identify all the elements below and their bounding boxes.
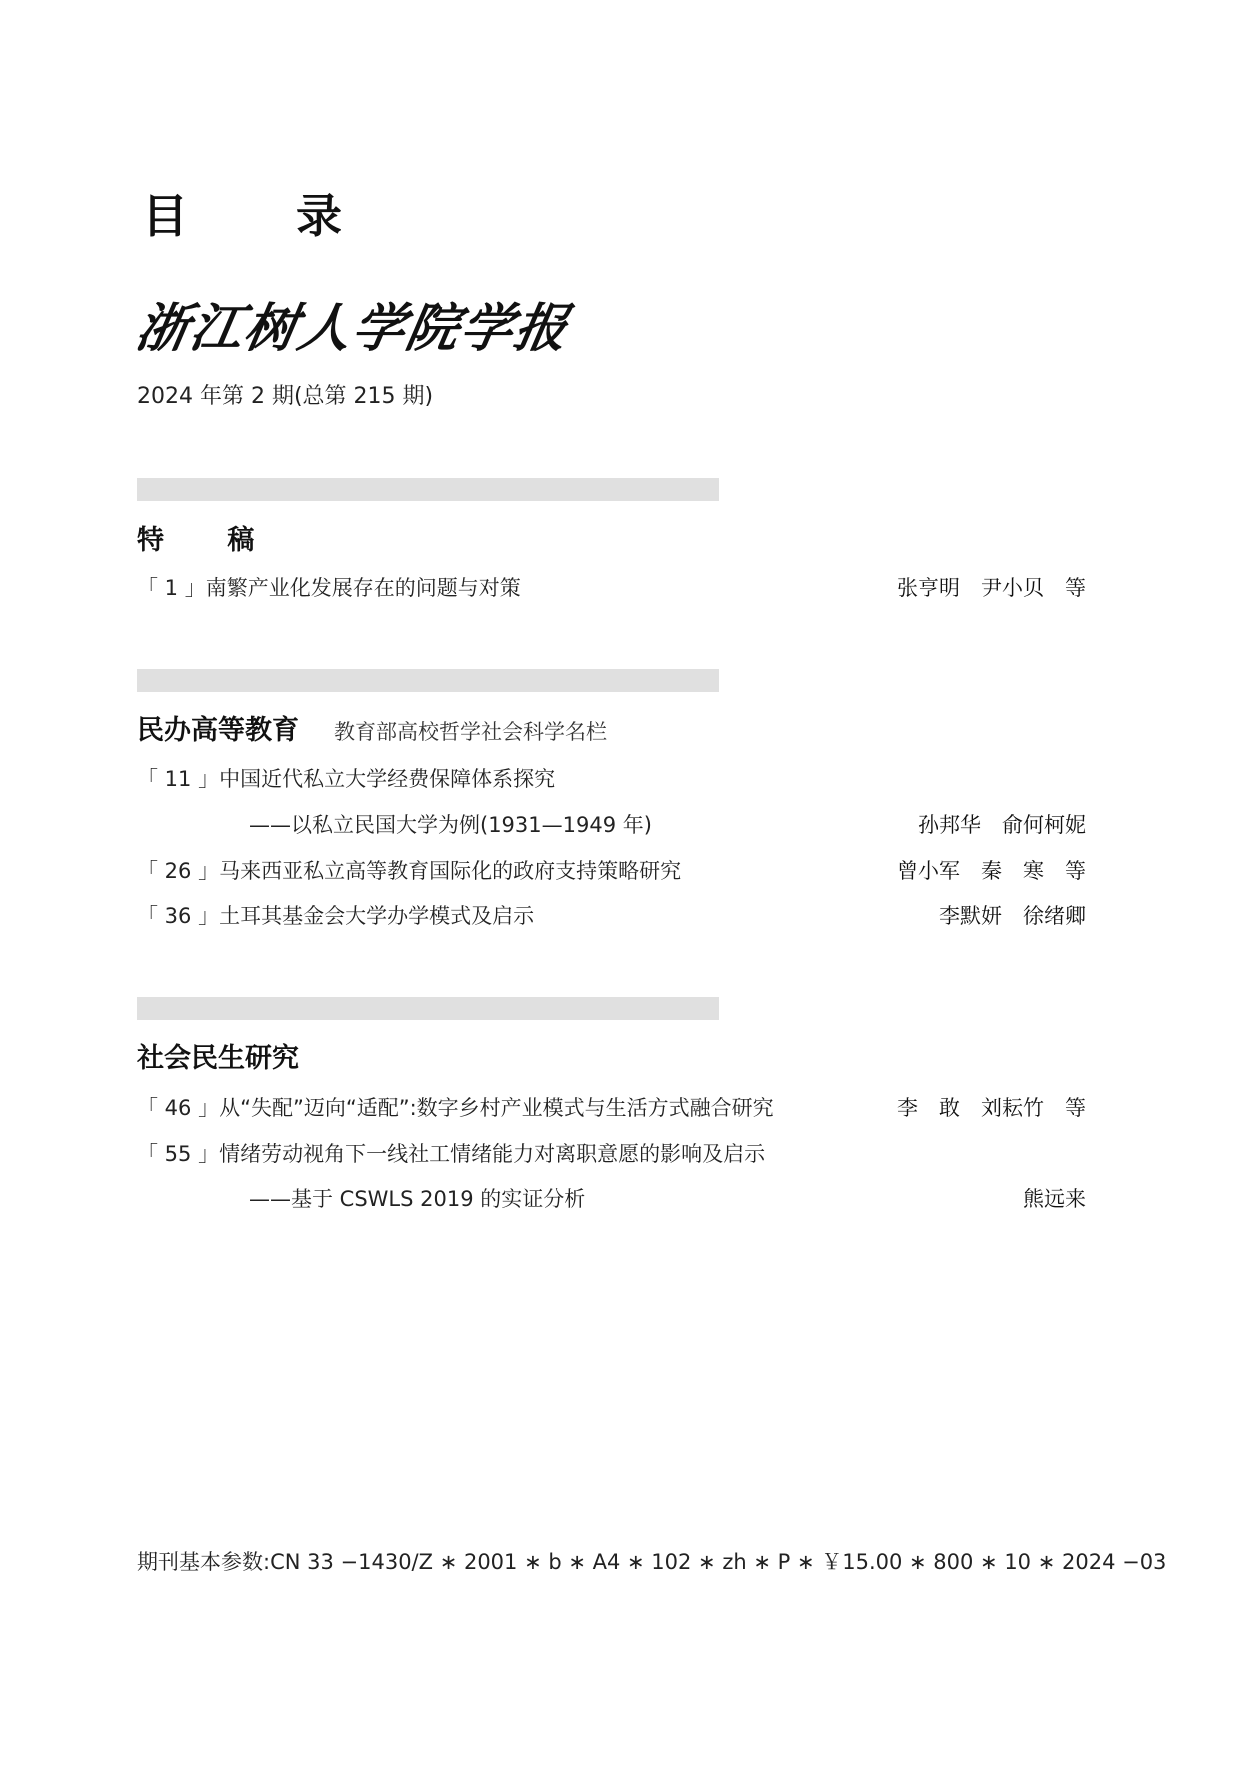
section-title: 社会民生研究 [137,1043,299,1074]
toc-entry-authors: 孙邦华 俞何柯妮 [918,813,1086,837]
toc-entry-title[interactable] [137,578,521,599]
toc-entry-authors: 李 敢 刘耘竹 等 [897,1096,1086,1120]
toc-entry-title-text: 从“失配”迈向“适配”:数字乡村产业模式与生活方式融合研究 [219,1096,774,1120]
toc-entry-page: 「 46 」 [137,1096,220,1120]
toc-entry-title[interactable] [137,861,681,882]
toc-entry-title[interactable] [137,1144,765,1165]
toc-entry-title[interactable] [137,1098,774,1119]
section-divider-bar [137,478,719,501]
section-title: 特 稿 [137,525,282,556]
journal-logo: 浙江树人学院学报 [131,298,575,359]
toc-entry-page: 「 26 」 [137,859,220,883]
toc-entry-authors: 张亨明 尹小贝 等 [897,576,1086,600]
toc-entry-title-text: 情绪劳动视角下一线社工情绪能力对离职意愿的影响及启示 [219,1142,766,1166]
toc-entry-page: 「 55 」 [137,1142,220,1166]
toc-entry-authors: 曾小军 秦 寒 等 [897,859,1086,883]
toc-entry-title-text: 土耳其基金会大学办学模式及启示 [219,904,535,928]
journal-parameters: 期刊基本参数:CN 33 −1430/Z ∗ 2001 ∗ b ∗ A4 ∗ 102 ∗ zh ∗ P ∗ ￥15.00 ∗ 800 ∗ 10 ∗ 2024 −03 [137,1550,1167,1574]
section-title: 民办高等教育 [137,715,299,746]
toc-entry-title[interactable] [137,769,555,790]
section-subtitle: 教育部高校哲学社会科学名栏 [334,720,607,744]
toc-entry-page: 「 1 」 [137,576,206,600]
section-divider-bar [137,997,719,1020]
section-divider-bar [137,669,719,692]
toc-entry-authors: 熊远来 [1023,1187,1086,1211]
toc-entry-subtitle: ——以私立民国大学为例(1931—1949 年) [249,813,652,837]
toc-entry-title-text: 南繁产业化发展存在的问题与对策 [205,576,521,600]
page-title: 目 录 [142,189,389,243]
toc-entry-title-text: 中国近代私立大学经费保障体系探究 [219,767,556,791]
toc-entry-page: 「 11 」 [137,767,220,791]
toc-entry-title[interactable] [137,906,534,927]
issue-info: 2024 年第 2 期(总第 215 期) [137,384,434,409]
toc-entry-authors: 李默妍 徐绪卿 [939,904,1086,928]
toc-entry-page: 「 36 」 [137,904,220,928]
toc-entry-title-text: 马来西亚私立高等教育国际化的政府支持策略研究 [219,859,682,883]
toc-entry-subtitle: ——基于 CSWLS 2019 的实证分析 [249,1187,586,1211]
